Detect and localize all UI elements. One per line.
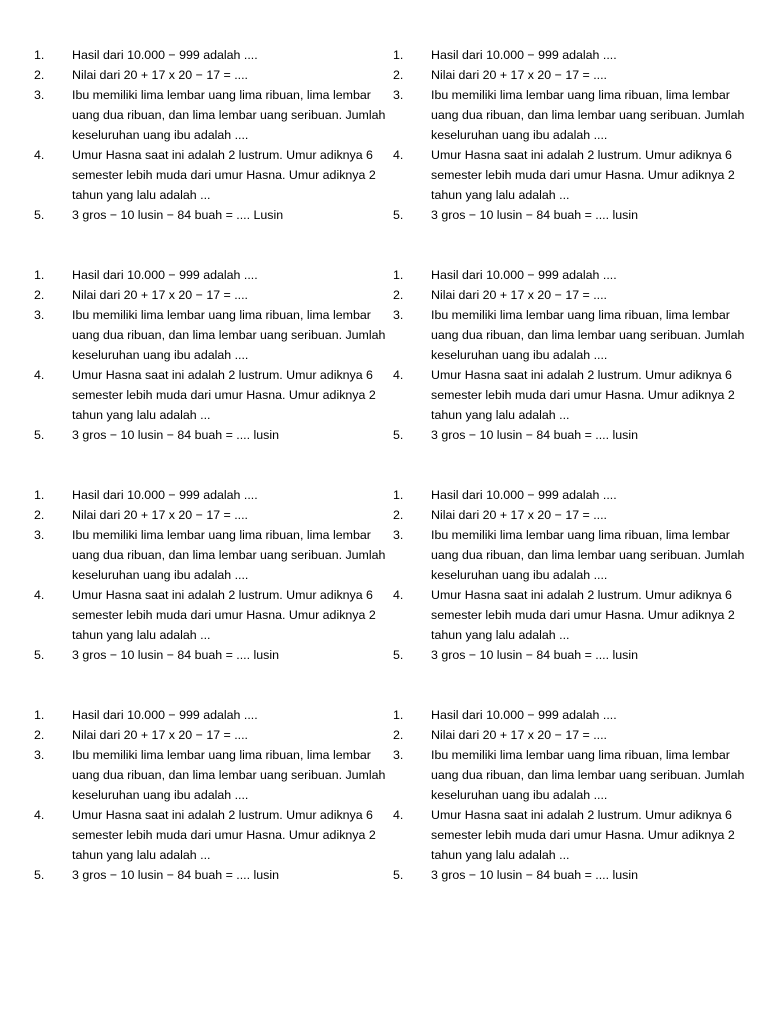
question-text: Hasil dari 10.000 − 999 adalah ....	[431, 708, 617, 722]
question-number: 5.	[393, 648, 404, 662]
question-number: 1.	[393, 708, 404, 722]
question-text: Hasil dari 10.000 − 999 adalah ....	[431, 48, 617, 62]
question-4	[393, 585, 749, 645]
question-1	[393, 45, 749, 65]
question-block-r1c0	[34, 265, 390, 445]
question-text: Ibu memiliki lima lembar uang lima ribuan, lima lembar uang dua ribuan, dan lima lembar uang seribuan. Jumlah keseluruhan uang ibu adalah ....	[431, 528, 745, 582]
question-number: 3.	[393, 308, 404, 322]
question-text: Nilai dari 20 + 17 x 20 − 17 = ....	[72, 728, 248, 742]
question-text: Ibu memiliki lima lembar uang lima ribuan, lima lembar uang dua ribuan, dan lima lembar uang seribuan. Jumlah keseluruhan uang ibu adalah ....	[72, 308, 386, 362]
question-number: 5.	[34, 428, 45, 442]
question-text: Umur Hasna saat ini adalah 2 lustrum. Umur adiknya 6 semester lebih muda dari umur Hasna. Umur adiknya 2 tahun yang lalu adalah ...	[431, 588, 735, 642]
question-1	[393, 485, 749, 505]
question-text: Umur Hasna saat ini adalah 2 lustrum. Umur adiknya 6 semester lebih muda dari umur Hasna. Umur adiknya 2 tahun yang lalu adalah ...	[72, 368, 376, 422]
question-1	[34, 265, 390, 285]
question-text: Umur Hasna saat ini adalah 2 lustrum. Umur adiknya 6 semester lebih muda dari umur Hasna. Umur adiknya 2 tahun yang lalu adalah ...	[431, 368, 735, 422]
question-2	[34, 285, 390, 305]
question-block-r0c1	[393, 45, 749, 225]
question-4	[393, 145, 749, 205]
question-4	[393, 365, 749, 425]
question-5	[34, 425, 390, 445]
question-text: Nilai dari 20 + 17 x 20 − 17 = ....	[431, 288, 607, 302]
question-2	[34, 65, 390, 85]
question-4	[393, 805, 749, 865]
question-text: 3 gros − 10 lusin − 84 buah = .... lusin	[431, 208, 638, 222]
question-2	[393, 725, 749, 745]
question-text: Ibu memiliki lima lembar uang lima ribuan, lima lembar uang dua ribuan, dan lima lembar uang seribuan. Jumlah keseluruhan uang ibu adalah ....	[431, 88, 745, 142]
question-2	[393, 65, 749, 85]
question-4	[34, 805, 390, 865]
question-number: 4.	[393, 148, 404, 162]
question-5	[393, 865, 749, 885]
question-number: 1.	[393, 48, 404, 62]
question-number: 2.	[393, 288, 404, 302]
question-text: Hasil dari 10.000 − 999 adalah ....	[431, 268, 617, 282]
question-text: Hasil dari 10.000 − 999 adalah ....	[72, 488, 258, 502]
question-number: 4.	[34, 148, 45, 162]
question-block-r3c1	[393, 705, 749, 885]
question-text: Umur Hasna saat ini adalah 2 lustrum. Umur adiknya 6 semester lebih muda dari umur Hasna. Umur adiknya 2 tahun yang lalu adalah ...	[72, 808, 376, 862]
question-number: 2.	[34, 68, 45, 82]
question-text: 3 gros − 10 lusin − 84 buah = .... lusin	[72, 648, 279, 662]
question-text: Ibu memiliki lima lembar uang lima ribuan, lima lembar uang dua ribuan, dan lima lembar uang seribuan. Jumlah keseluruhan uang ibu adalah ....	[72, 748, 386, 802]
question-1	[34, 45, 390, 65]
question-number: 5.	[393, 868, 404, 882]
question-3	[34, 525, 390, 585]
question-number: 5.	[34, 868, 45, 882]
question-5	[34, 865, 390, 885]
question-block-r1c1	[393, 265, 749, 445]
question-text: Hasil dari 10.000 − 999 adalah ....	[72, 708, 258, 722]
question-number: 4.	[393, 588, 404, 602]
question-text: Hasil dari 10.000 − 999 adalah ....	[431, 488, 617, 502]
question-text: 3 gros − 10 lusin − 84 buah = .... lusin	[431, 868, 638, 882]
question-1	[393, 265, 749, 285]
question-1	[393, 705, 749, 725]
question-block-r2c1	[393, 485, 749, 665]
question-5	[393, 645, 749, 665]
question-2	[393, 285, 749, 305]
question-text: Umur Hasna saat ini adalah 2 lustrum. Umur adiknya 6 semester lebih muda dari umur Hasna. Umur adiknya 2 tahun yang lalu adalah ...	[431, 148, 735, 202]
question-text: Ibu memiliki lima lembar uang lima ribuan, lima lembar uang dua ribuan, dan lima lembar uang seribuan. Jumlah keseluruhan uang ibu adalah ....	[72, 88, 386, 142]
question-number: 2.	[34, 728, 45, 742]
question-text: Hasil dari 10.000 − 999 adalah ....	[72, 48, 258, 62]
question-number: 5.	[34, 648, 45, 662]
question-5	[393, 425, 749, 445]
question-number: 4.	[393, 808, 404, 822]
question-text: Nilai dari 20 + 17 x 20 − 17 = ....	[72, 68, 248, 82]
question-number: 4.	[34, 808, 45, 822]
question-number: 3.	[393, 748, 404, 762]
question-text: Nilai dari 20 + 17 x 20 − 17 = ....	[431, 728, 607, 742]
question-3	[393, 745, 749, 805]
question-number: 2.	[393, 508, 404, 522]
question-3	[393, 305, 749, 365]
question-3	[34, 85, 390, 145]
question-number: 5.	[393, 208, 404, 222]
question-2	[393, 505, 749, 525]
question-number: 1.	[393, 488, 404, 502]
question-number: 4.	[34, 588, 45, 602]
question-text: Umur Hasna saat ini adalah 2 lustrum. Umur adiknya 6 semester lebih muda dari umur Hasna. Umur adiknya 2 tahun yang lalu adalah ...	[431, 808, 735, 862]
question-text: Nilai dari 20 + 17 x 20 − 17 = ....	[72, 508, 248, 522]
question-number: 1.	[34, 48, 45, 62]
question-number: 4.	[393, 368, 404, 382]
question-number: 3.	[393, 528, 404, 542]
question-number: 3.	[34, 748, 45, 762]
question-1	[34, 705, 390, 725]
question-2	[34, 725, 390, 745]
question-4	[34, 145, 390, 205]
question-text: Hasil dari 10.000 − 999 adalah ....	[72, 268, 258, 282]
question-4	[34, 365, 390, 425]
question-number: 3.	[34, 308, 45, 322]
question-text: Umur Hasna saat ini adalah 2 lustrum. Umur adiknya 6 semester lebih muda dari umur Hasna. Umur adiknya 2 tahun yang lalu adalah ...	[72, 148, 376, 202]
question-text: 3 gros − 10 lusin − 84 buah = .... Lusin	[72, 208, 284, 222]
question-3	[393, 85, 749, 145]
question-number: 5.	[393, 428, 404, 442]
question-5	[393, 205, 749, 225]
question-5	[34, 645, 390, 665]
question-text: Nilai dari 20 + 17 x 20 − 17 = ....	[431, 68, 607, 82]
question-number: 1.	[393, 268, 404, 282]
question-number: 1.	[34, 268, 45, 282]
question-1	[34, 485, 390, 505]
question-number: 3.	[393, 88, 404, 102]
question-number: 1.	[34, 488, 45, 502]
question-text: 3 gros − 10 lusin − 84 buah = .... lusin	[72, 868, 279, 882]
question-number: 4.	[34, 368, 45, 382]
question-3	[34, 745, 390, 805]
question-block-r0c0	[34, 45, 390, 225]
question-text: Ibu memiliki lima lembar uang lima ribuan, lima lembar uang dua ribuan, dan lima lembar uang seribuan. Jumlah keseluruhan uang ibu adalah ....	[72, 528, 386, 582]
question-3	[34, 305, 390, 365]
question-number: 2.	[34, 508, 45, 522]
question-3	[393, 525, 749, 585]
question-text: Nilai dari 20 + 17 x 20 − 17 = ....	[431, 508, 607, 522]
question-number: 2.	[34, 288, 45, 302]
question-number: 2.	[393, 728, 404, 742]
question-4	[34, 585, 390, 645]
question-block-r2c0	[34, 485, 390, 665]
question-2	[34, 505, 390, 525]
question-number: 3.	[34, 528, 45, 542]
question-text: Ibu memiliki lima lembar uang lima ribuan, lima lembar uang dua ribuan, dan lima lembar uang seribuan. Jumlah keseluruhan uang ibu adalah ....	[431, 748, 745, 802]
question-text: Ibu memiliki lima lembar uang lima ribuan, lima lembar uang dua ribuan, dan lima lembar uang seribuan. Jumlah keseluruhan uang ibu adalah ....	[431, 308, 745, 362]
question-5	[34, 205, 390, 225]
question-number: 3.	[34, 88, 45, 102]
question-number: 5.	[34, 208, 45, 222]
question-text: 3 gros − 10 lusin − 84 buah = .... lusin	[431, 648, 638, 662]
question-block-r3c0	[34, 705, 390, 885]
question-number: 1.	[34, 708, 45, 722]
question-text: Umur Hasna saat ini adalah 2 lustrum. Umur adiknya 6 semester lebih muda dari umur Hasna. Umur adiknya 2 tahun yang lalu adalah ...	[72, 588, 376, 642]
question-text: Nilai dari 20 + 17 x 20 − 17 = ....	[72, 288, 248, 302]
question-number: 2.	[393, 68, 404, 82]
question-text: 3 gros − 10 lusin − 84 buah = .... lusin	[431, 428, 638, 442]
question-text: 3 gros − 10 lusin − 84 buah = .... lusin	[72, 428, 279, 442]
